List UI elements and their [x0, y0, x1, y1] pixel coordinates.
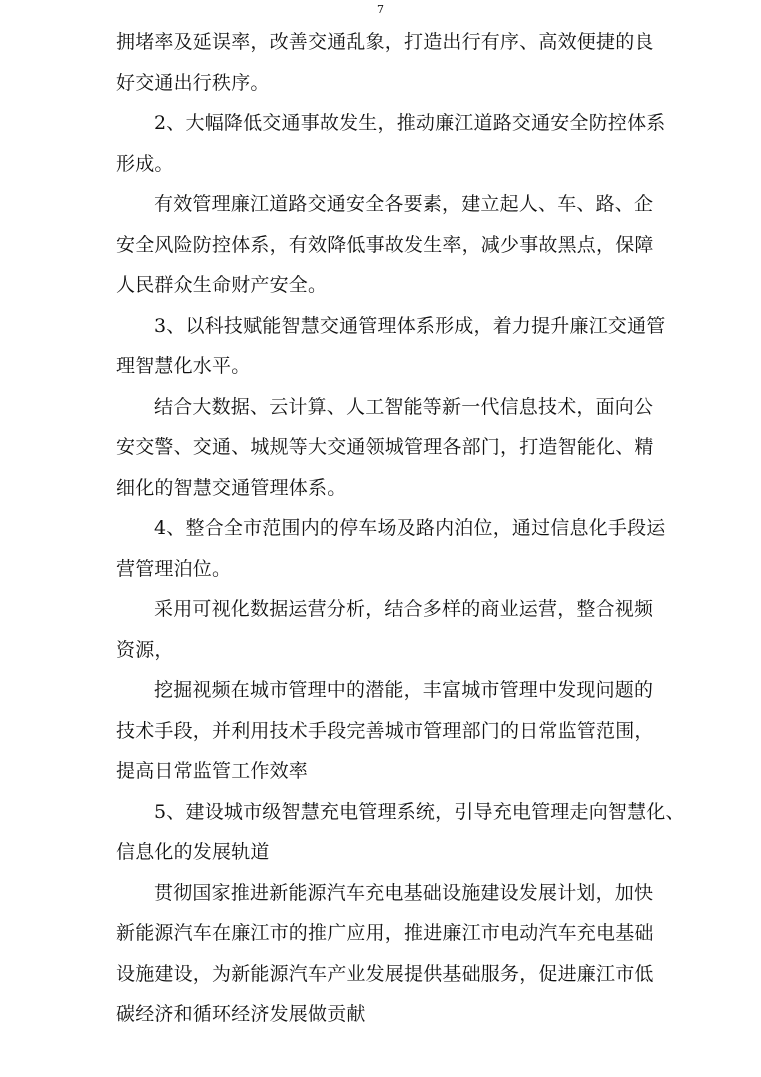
item-heading-2: 2、大幅降低交通事故发生，推动廉江道路交通安全防控体系: [154, 112, 666, 134]
text-line: 好交通出行秩序。: [116, 71, 270, 94]
item-heading-4-cont: 营管理泊位。: [116, 557, 232, 580]
text-line: 拥堵率及延误率，改善交通乱象，打造出行有序、高效便捷的良: [116, 31, 654, 53]
item-heading-5: 5、建设城市级智慧充电管理系统，引导充电管理走向智慧化、: [154, 800, 685, 823]
text-line: 技术手段，并利用技术手段完善城市管理部门的日常监管范围，: [116, 719, 654, 742]
page-number: 7: [377, 3, 384, 16]
text-line: 结合大数据、云计算、人工智能等新一代信息技术，面向公: [154, 395, 654, 418]
item-heading-3-cont: 理智慧化水平。: [116, 355, 251, 377]
text-line: 新能源汽车在廉江市的推广应用，推进廉江市电动汽车充电基础: [116, 922, 654, 944]
document-body: [116, 22, 685, 1035]
text-line: 人民群众生命财产安全。: [116, 274, 328, 296]
text-line: 采用可视化数据运营分析，结合多样的商业运营，整合视频: [154, 598, 654, 620]
text-line: 安全风险防控体系，有效降低事故发生率，减少事故黑点，保障: [116, 233, 654, 256]
item-heading-2-cont: 形成。: [116, 152, 174, 175]
item-heading-4: 4、整合全市范围内的停车场及路内泊位，通过信息化手段运: [154, 517, 666, 539]
text-line: 碳经济和循环经济发展做贡献: [116, 1003, 366, 1025]
text-line: 有效管理廉江道路交通安全各要素，建立起人、车、路、企: [154, 193, 654, 215]
text-line: 贯彻国家推进新能源汽车充电基础设施建设发展计划，加快: [154, 881, 654, 904]
text-line: 资源，: [116, 638, 174, 661]
text-line: 安交警、交通、城规等大交通领城管理各部门，打造智能化、精: [116, 436, 654, 458]
text-line: 提高日常监管工作效率: [116, 760, 309, 782]
text-line: 挖掘视频在城市管理中的潜能，丰富城市管理中发现问题的: [154, 679, 654, 701]
text-line: 细化的智慧交通管理体系。: [116, 476, 347, 499]
item-heading-3: 3、以科技赋能智慧交通管理体系形成，着力提升廉江交通管: [154, 314, 666, 337]
text-line: 设施建设，为新能源汽车产业发展提供基础服务，促进廉江市低: [116, 962, 654, 985]
item-heading-5-cont: 信息化的发展轨道: [116, 841, 270, 863]
